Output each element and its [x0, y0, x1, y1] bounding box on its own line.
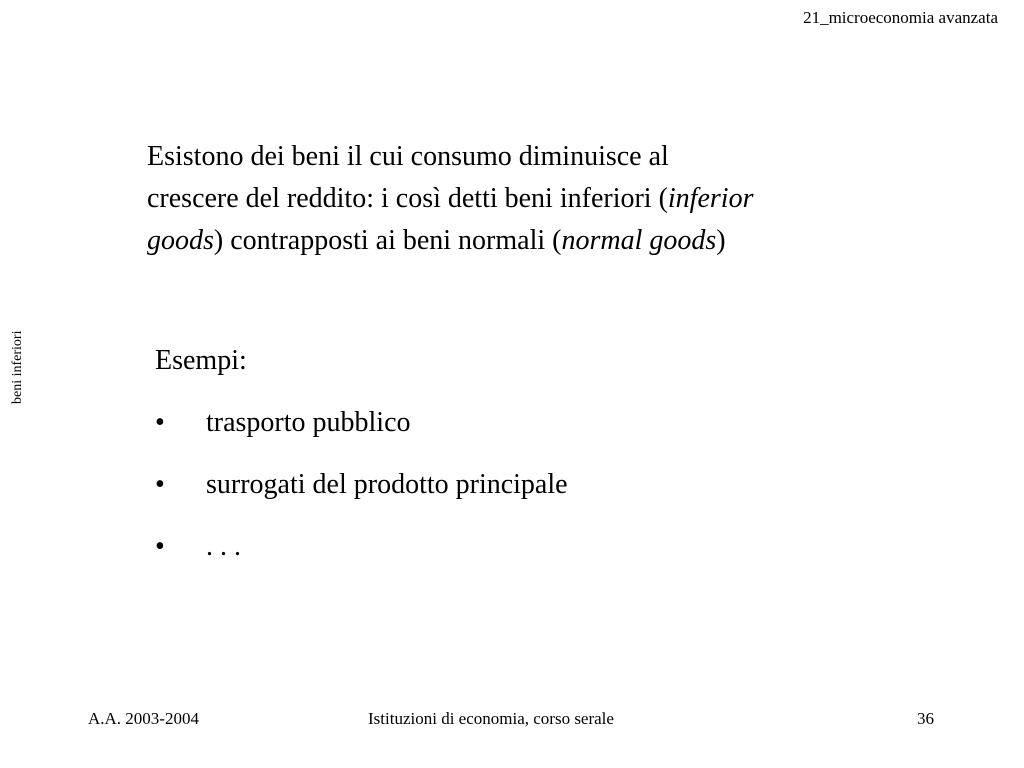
examples-list — [155, 402, 568, 568]
side-section-label: beni inferiori — [10, 330, 25, 404]
intro-line-3-text: ) contrapposti ai beni normali ( — [213, 225, 562, 256]
intro-term-inferior: inferior — [667, 183, 754, 214]
intro-line-2 — [147, 178, 907, 220]
footer-page-number: 36 — [917, 709, 934, 728]
list-item — [155, 464, 568, 506]
intro-line-3 — [147, 220, 907, 262]
footer-course-title: Istituzioni di economia, corso serale — [368, 709, 614, 728]
intro-line-1: Esistono dei beni il cui consumo diminuisce al — [147, 141, 669, 172]
bullet-icon: • — [155, 469, 165, 500]
examples-section — [155, 340, 568, 588]
bullet-icon: • — [155, 407, 165, 438]
intro-line-3-close: ) — [716, 225, 726, 256]
bullet-icon: • — [155, 531, 165, 562]
list-item — [155, 526, 247, 568]
slide-header-title: 21_microeconomia avanzata — [803, 8, 998, 27]
intro-line-2-text: crescere del reddito: i così detti beni inferiori ( — [147, 183, 668, 214]
intro-term-normal-goods: normal goods — [561, 225, 717, 256]
list-item-text: surrogati del prodotto principale — [206, 469, 568, 500]
examples-heading: Esempi: — [155, 345, 247, 376]
list-item-text: trasporto pubblico — [206, 407, 411, 438]
footer-academic-year: A.A. 2003-2004 — [88, 709, 199, 728]
list-item-text: . . . — [206, 531, 241, 562]
intro-paragraph — [147, 136, 907, 262]
list-item — [155, 402, 411, 444]
intro-term-goods: goods — [147, 225, 214, 256]
